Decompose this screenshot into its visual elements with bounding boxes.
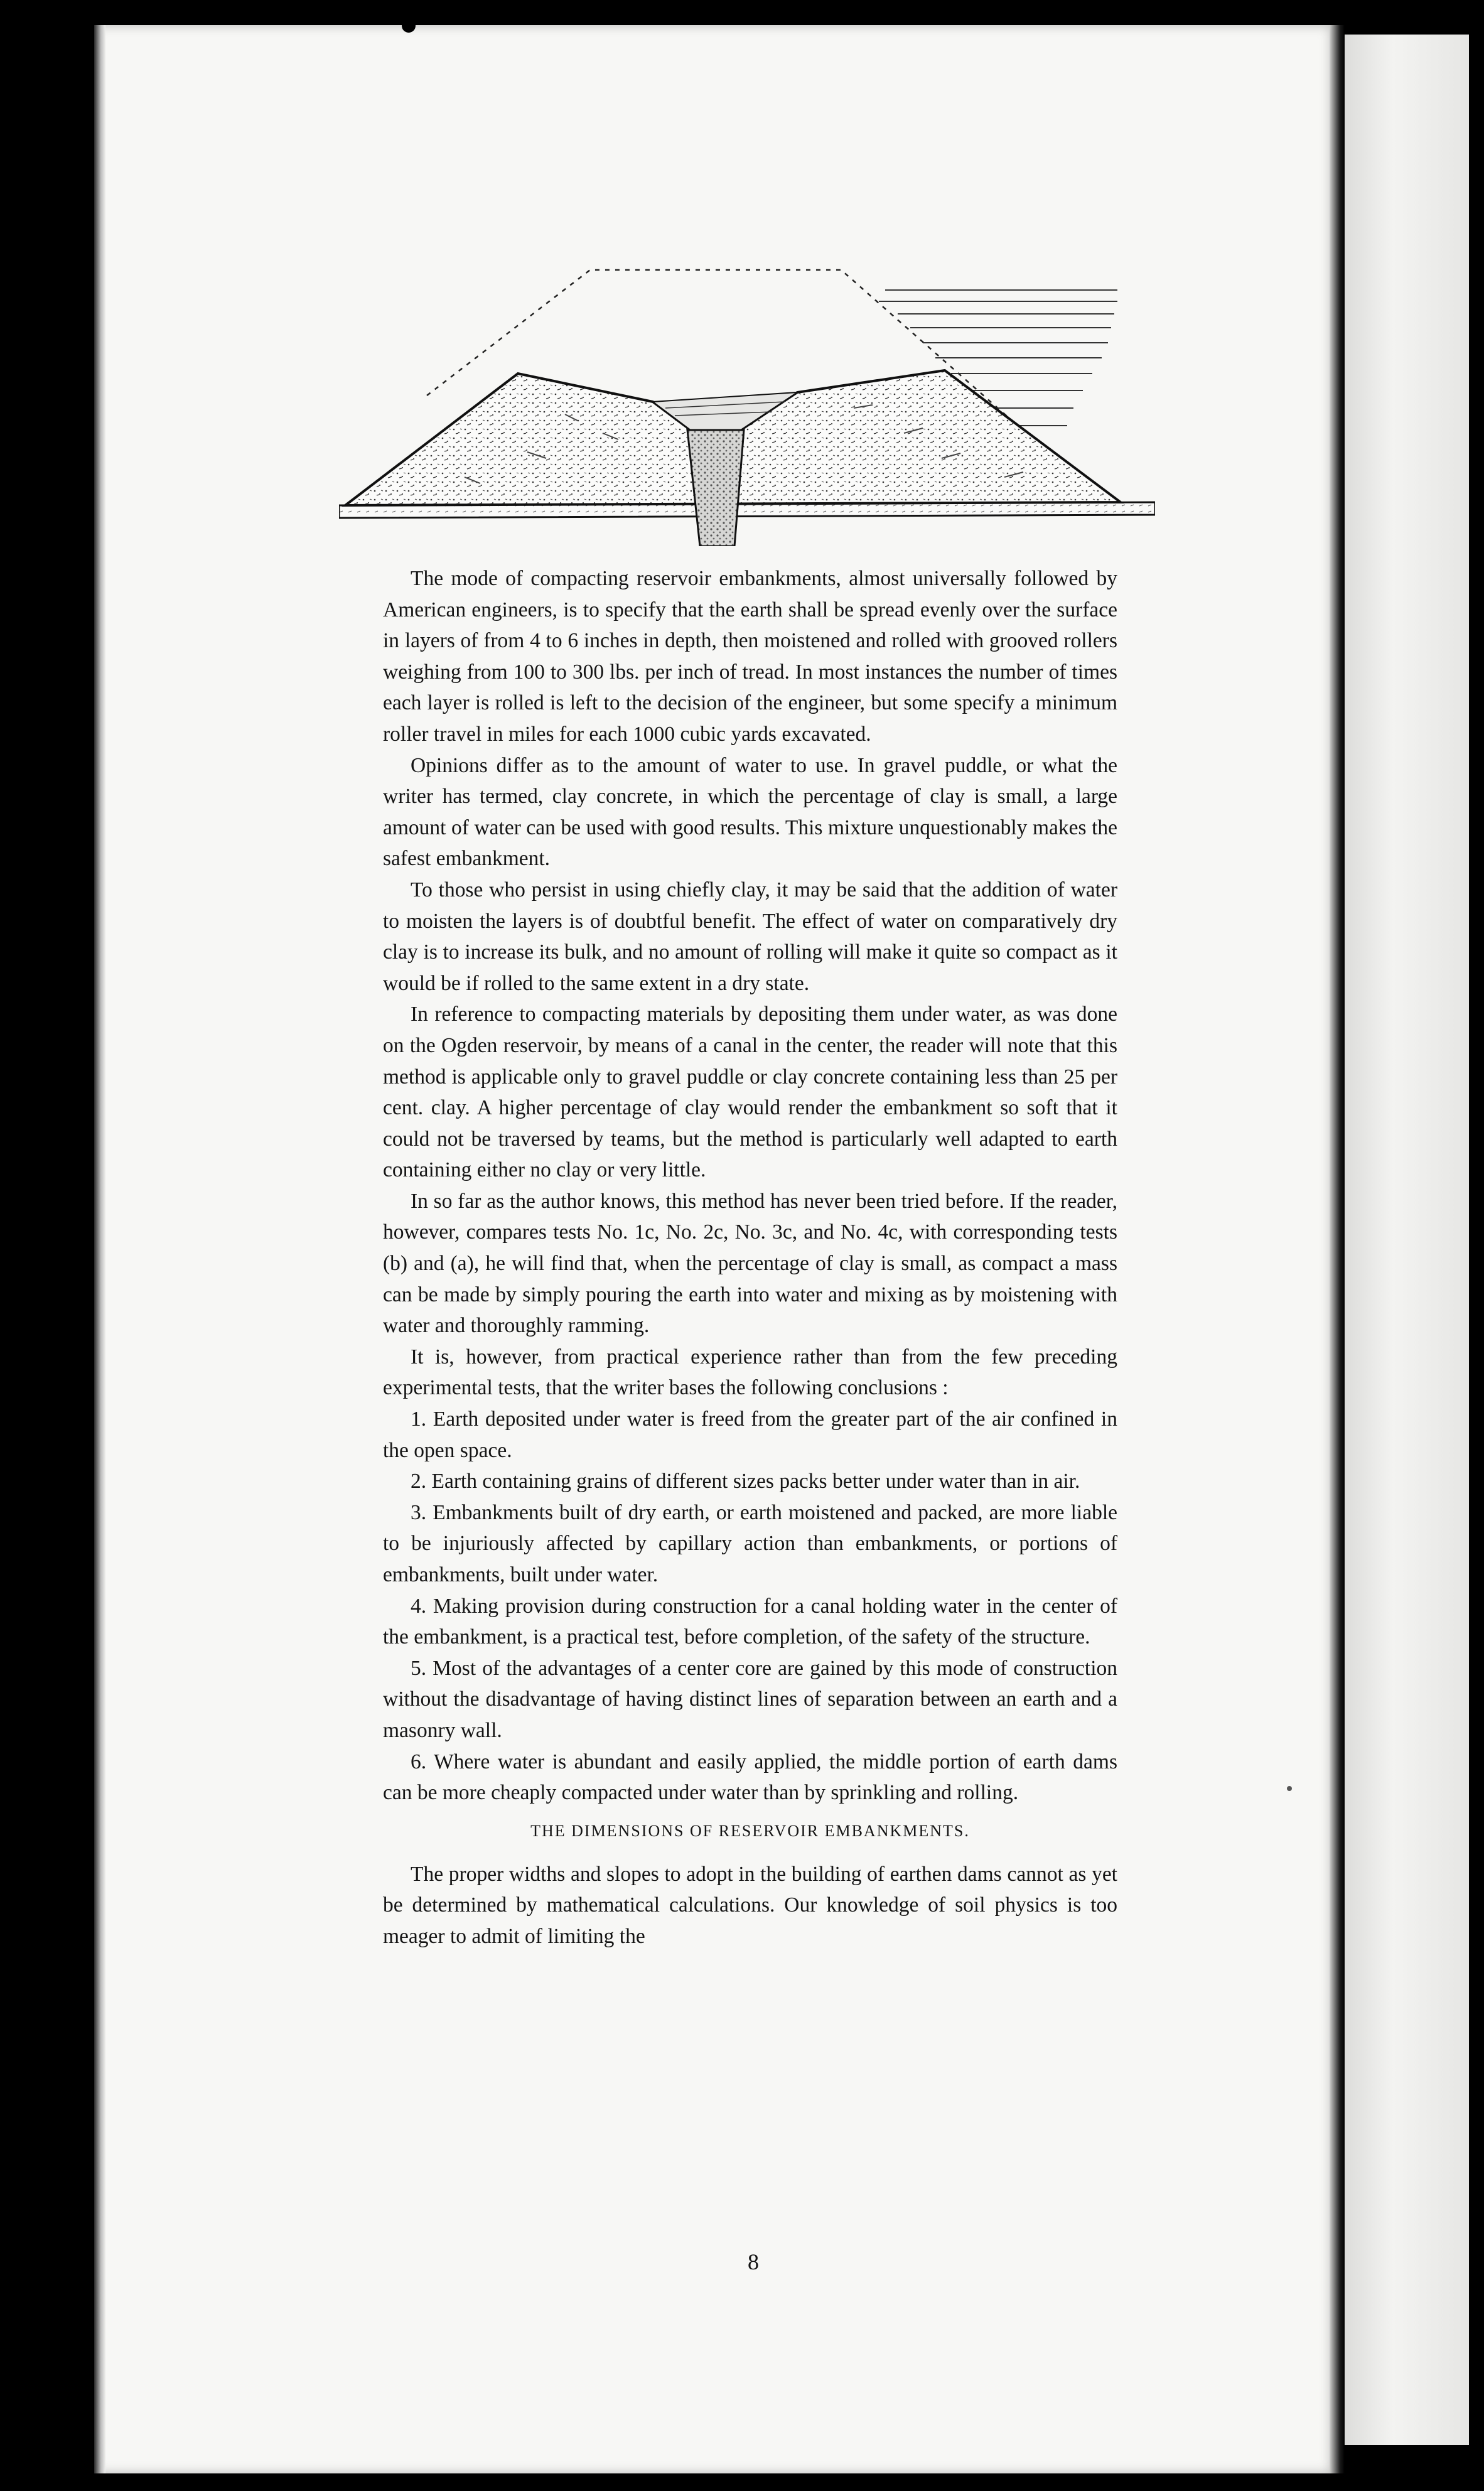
page-binding-edge [94,25,105,2473]
conclusion-item: 6. Where water is abundant and easily applied, the middle portion of earth dams can be more cheaply compacted under water than by sprinkling and rolling. [383,1750,1117,1805]
adjacent-page-edge [1343,35,1469,2445]
conclusion-item: 5. Most of the advantages of a center core are gained by this mode of construction without the disadvantage of having distinct lines of separation between an earth and a masonry wall. [383,1656,1117,1742]
conclusion-item: 2. Earth containing grains of different sizes packs better under water than in air. [411,1470,1080,1493]
dam-cross-section-figure [339,251,1155,546]
conclusion-item: 1. Earth deposited under water is freed from the greater part of the air confined in the open space. [383,1407,1117,1462]
paragraph: In so far as the author knows, this method has never been tried before. If the reader, however, compares tests No. 1c, No. 2c, No. 3c, and No. 4c, with corresponding tests (b) and (a), he will find that, when the percentage of clay is small, as compact a mass can be made by simply pouring the earth into water and mixing as by moistening with water and thoroughly ramming. [383,1189,1117,1338]
paragraph: The mode of compacting reservoir embankments, almost universally followed by American engineers, is to specify that the earth shall be spread evenly over the surface in layers of from 4 to 6 inches in depth, then moistened and rolled with grooved rollers weighing from 100 to 300 lbs. per inch of tread. In most instances the number of times each layer is rolled is left to the decision of the engineer, but some specify a minimum roller travel in miles for each 1000 cubic yards excavated. [383,567,1117,746]
conclusion-item: 4. Making provision during construction for a canal holding water in the center of the embankment, is a practical test, before completion, of the safety of the structure. [383,1594,1117,1649]
article-body [383,563,1117,1952]
paragraph: In reference to compacting materials by depositing them under water, as was done on the Ogden reservoir, by means of a canal in the center, the reader will note that this method is applicable only to gravel puddle or clay concrete containing less than 25 per cent. clay. A higher percentage of clay would render the embankment so soft that it could not be traversed by teams, but the method is particularly well adapted to earth containing either no clay or very little. [383,1003,1117,1182]
page-number: 8 [748,2249,759,2274]
paragraph: To those who persist in using chiefly clay, it may be said that the addition of water to moisten the layers is of doubtful benefit. The effect of water on comparatively dry clay is to increase its bulk, and no amount of rolling will make it quite so compact as it would be if rolled to the same extent in a dry state. [383,878,1117,995]
paragraph: The proper widths and slopes to adopt in the building of earthen dams cannot as yet be determined by mathematical calculations. Our knowledge of soil physics is too meager to admit of limiting the [383,1862,1117,1948]
scan-speck [1287,1786,1292,1791]
conclusion-item: 3. Embankments built of dry earth, or earth moistened and packed, are more liable to be injuriously affected by capillary action than embankments, or portions of embankments, built under water. [383,1500,1117,1586]
scan-speck [402,19,416,33]
page-gutter-shadow [1330,25,1345,2473]
paragraph: It is, however, from practical experience rather than from the few preceding experimental tests, that the writer bases the following conclusions : [383,1345,1117,1400]
paragraph: Opinions differ as to the amount of water to use. In gravel puddle, or what the writer has termed, clay concrete, in which the percentage of clay is small, a large amount of water can be used with good results. This mixture unquestionably makes the safest embankment. [383,753,1117,871]
section-heading: THE DIMENSIONS OF RESERVOIR EMBANKMENTS. [530,1821,970,1840]
embankment-diagram [339,251,1155,546]
